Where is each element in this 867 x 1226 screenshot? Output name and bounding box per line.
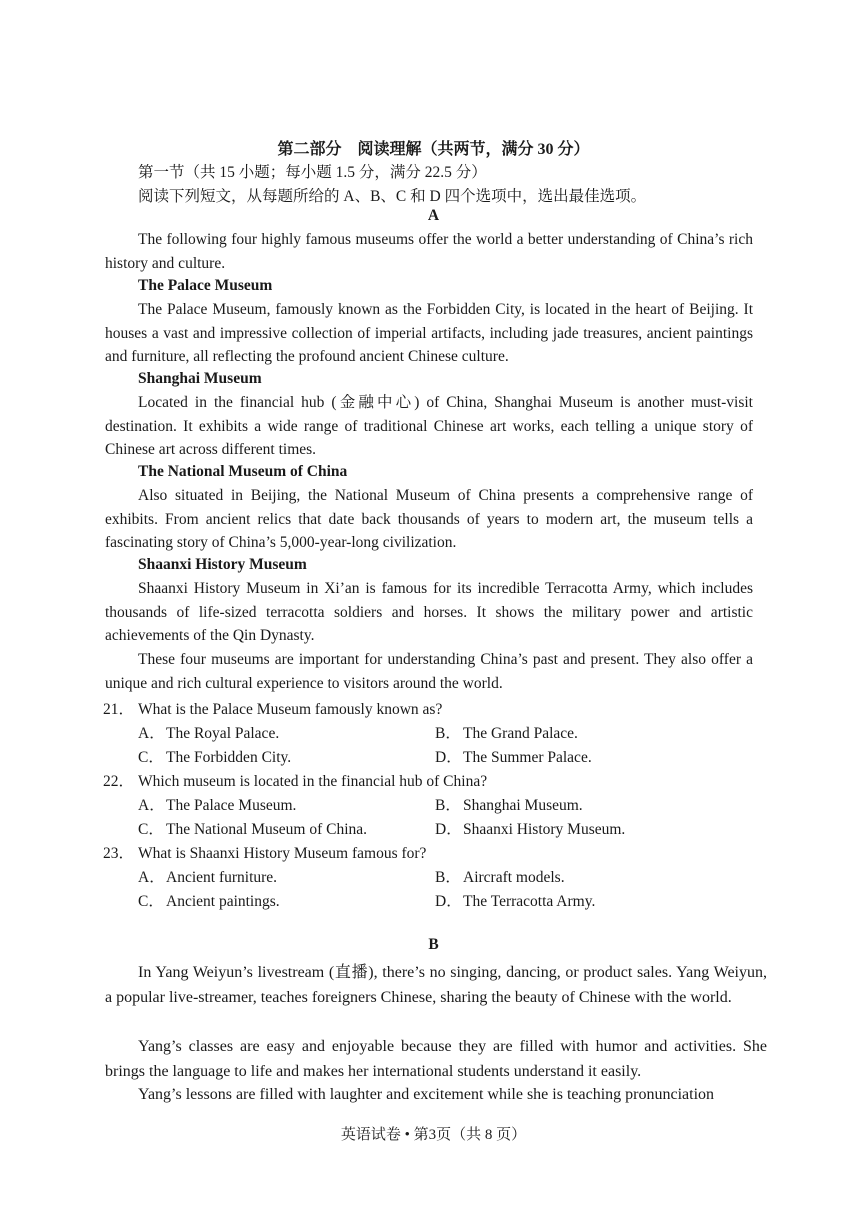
option-c[interactable]: C． The National Museum of China.: [138, 821, 368, 838]
passage-a-intro: The following four highly famous museums offer the world a better understanding of China’s rich history and culture.: [105, 231, 753, 272]
passage-b-paragraph: In Yang Weiyun’s livestream (直播), there’s no singing, dancing, or product sales. Yang Weiyun, a popular live-streamer, teaches foreigners Chinese, sharing the beauty of Chinese with the world.: [105, 964, 767, 1006]
museum-paragraph: Shaanxi History Museum in Xi’an is famous for its incredible Terracotta Army, which includes thousands of life-sized terracotta soldiers and horses. It shows the military power and artistic achievements of the Qin Dynasty.: [105, 580, 753, 645]
passage-b-paragraph: Yang’s classes are easy and enjoyable because they are filled with humor and activities. She brings the language to life and makes her international students understand it easily.: [105, 1038, 767, 1080]
museum-heading: The National Museum of China: [138, 463, 348, 480]
option-d[interactable]: D．The Terracotta Army.: [435, 893, 596, 910]
option-a[interactable]: A．Ancient furniture.: [138, 869, 278, 886]
passage-a-label: A: [427, 207, 440, 224]
option-b[interactable]: B． Aircraft models.: [435, 869, 565, 886]
passage-a-conclusion: These four museums are important for understanding China’s past and present. They also offer a unique and rich cultural experience to visitors around the world.: [105, 651, 753, 692]
instruction: 阅读下列短文，从每题所给的 A、B、C 和 D 四个选项中，选出最佳选项。: [138, 188, 647, 205]
option-b[interactable]: B． Shanghai Museum.: [435, 797, 583, 814]
option-d[interactable]: D．Shaanxi History Museum.: [435, 821, 626, 838]
option-c[interactable]: C． Ancient paintings.: [138, 893, 280, 910]
question-23: 23． What is Shaanxi History Museum famous for?: [103, 845, 427, 862]
option-c[interactable]: C． The Forbidden City.: [138, 749, 292, 766]
page-footer: 英语试卷 • 第3页（共 8 页）: [340, 1127, 527, 1143]
passage-b-paragraph: Yang’s lessons are filled with laughter and excitement while she is teaching pronunciation: [138, 1086, 715, 1103]
option-b[interactable]: B． The Grand Palace.: [435, 725, 578, 742]
museum-paragraph: Also situated in Beijing, the National Museum of China presents a comprehensive range of exhibits. From ancient relics that date back thousands of years to modern art, the museum tells a fascinating story of China’s 5,000-year-long civilization.: [105, 487, 753, 552]
museum-paragraph: Located in the financial hub (金融中心) of China, Shanghai Museum is another must-visit destination. It exhibits a wide range of traditional Chinese art works, each telling a unique story of Chinese art across different times.: [105, 394, 753, 459]
option-a[interactable]: A．The Palace Museum.: [138, 797, 297, 814]
section-info: 第一节（共 15 小题；每小题 1.5 分，满分 22.5 分）: [138, 164, 487, 181]
museum-heading: The Palace Museum: [138, 277, 273, 294]
question-22: 22． Which museum is located in the financial hub of China?: [103, 773, 488, 790]
museum-paragraph: The Palace Museum, famously known as the Forbidden City, is located in the heart of Beijing. It houses a vast and impressive collection of imperial artifacts, including jade treasures, ancient paintings and furniture, all reflecting the profound ancient Chinese culture.: [105, 301, 753, 366]
part-title: 第二部分 阅读理解（共两节，满分 30 分）: [277, 141, 590, 158]
option-d[interactable]: D．The Summer Palace.: [435, 749, 592, 766]
museum-heading: Shanghai Museum: [138, 370, 262, 387]
passage-b-label: B: [428, 936, 439, 953]
question-21: 21． What is the Palace Museum famously known as?: [103, 701, 443, 718]
museum-heading: Shaanxi History Museum: [138, 556, 307, 573]
option-a[interactable]: A．The Royal Palace.: [138, 725, 280, 742]
